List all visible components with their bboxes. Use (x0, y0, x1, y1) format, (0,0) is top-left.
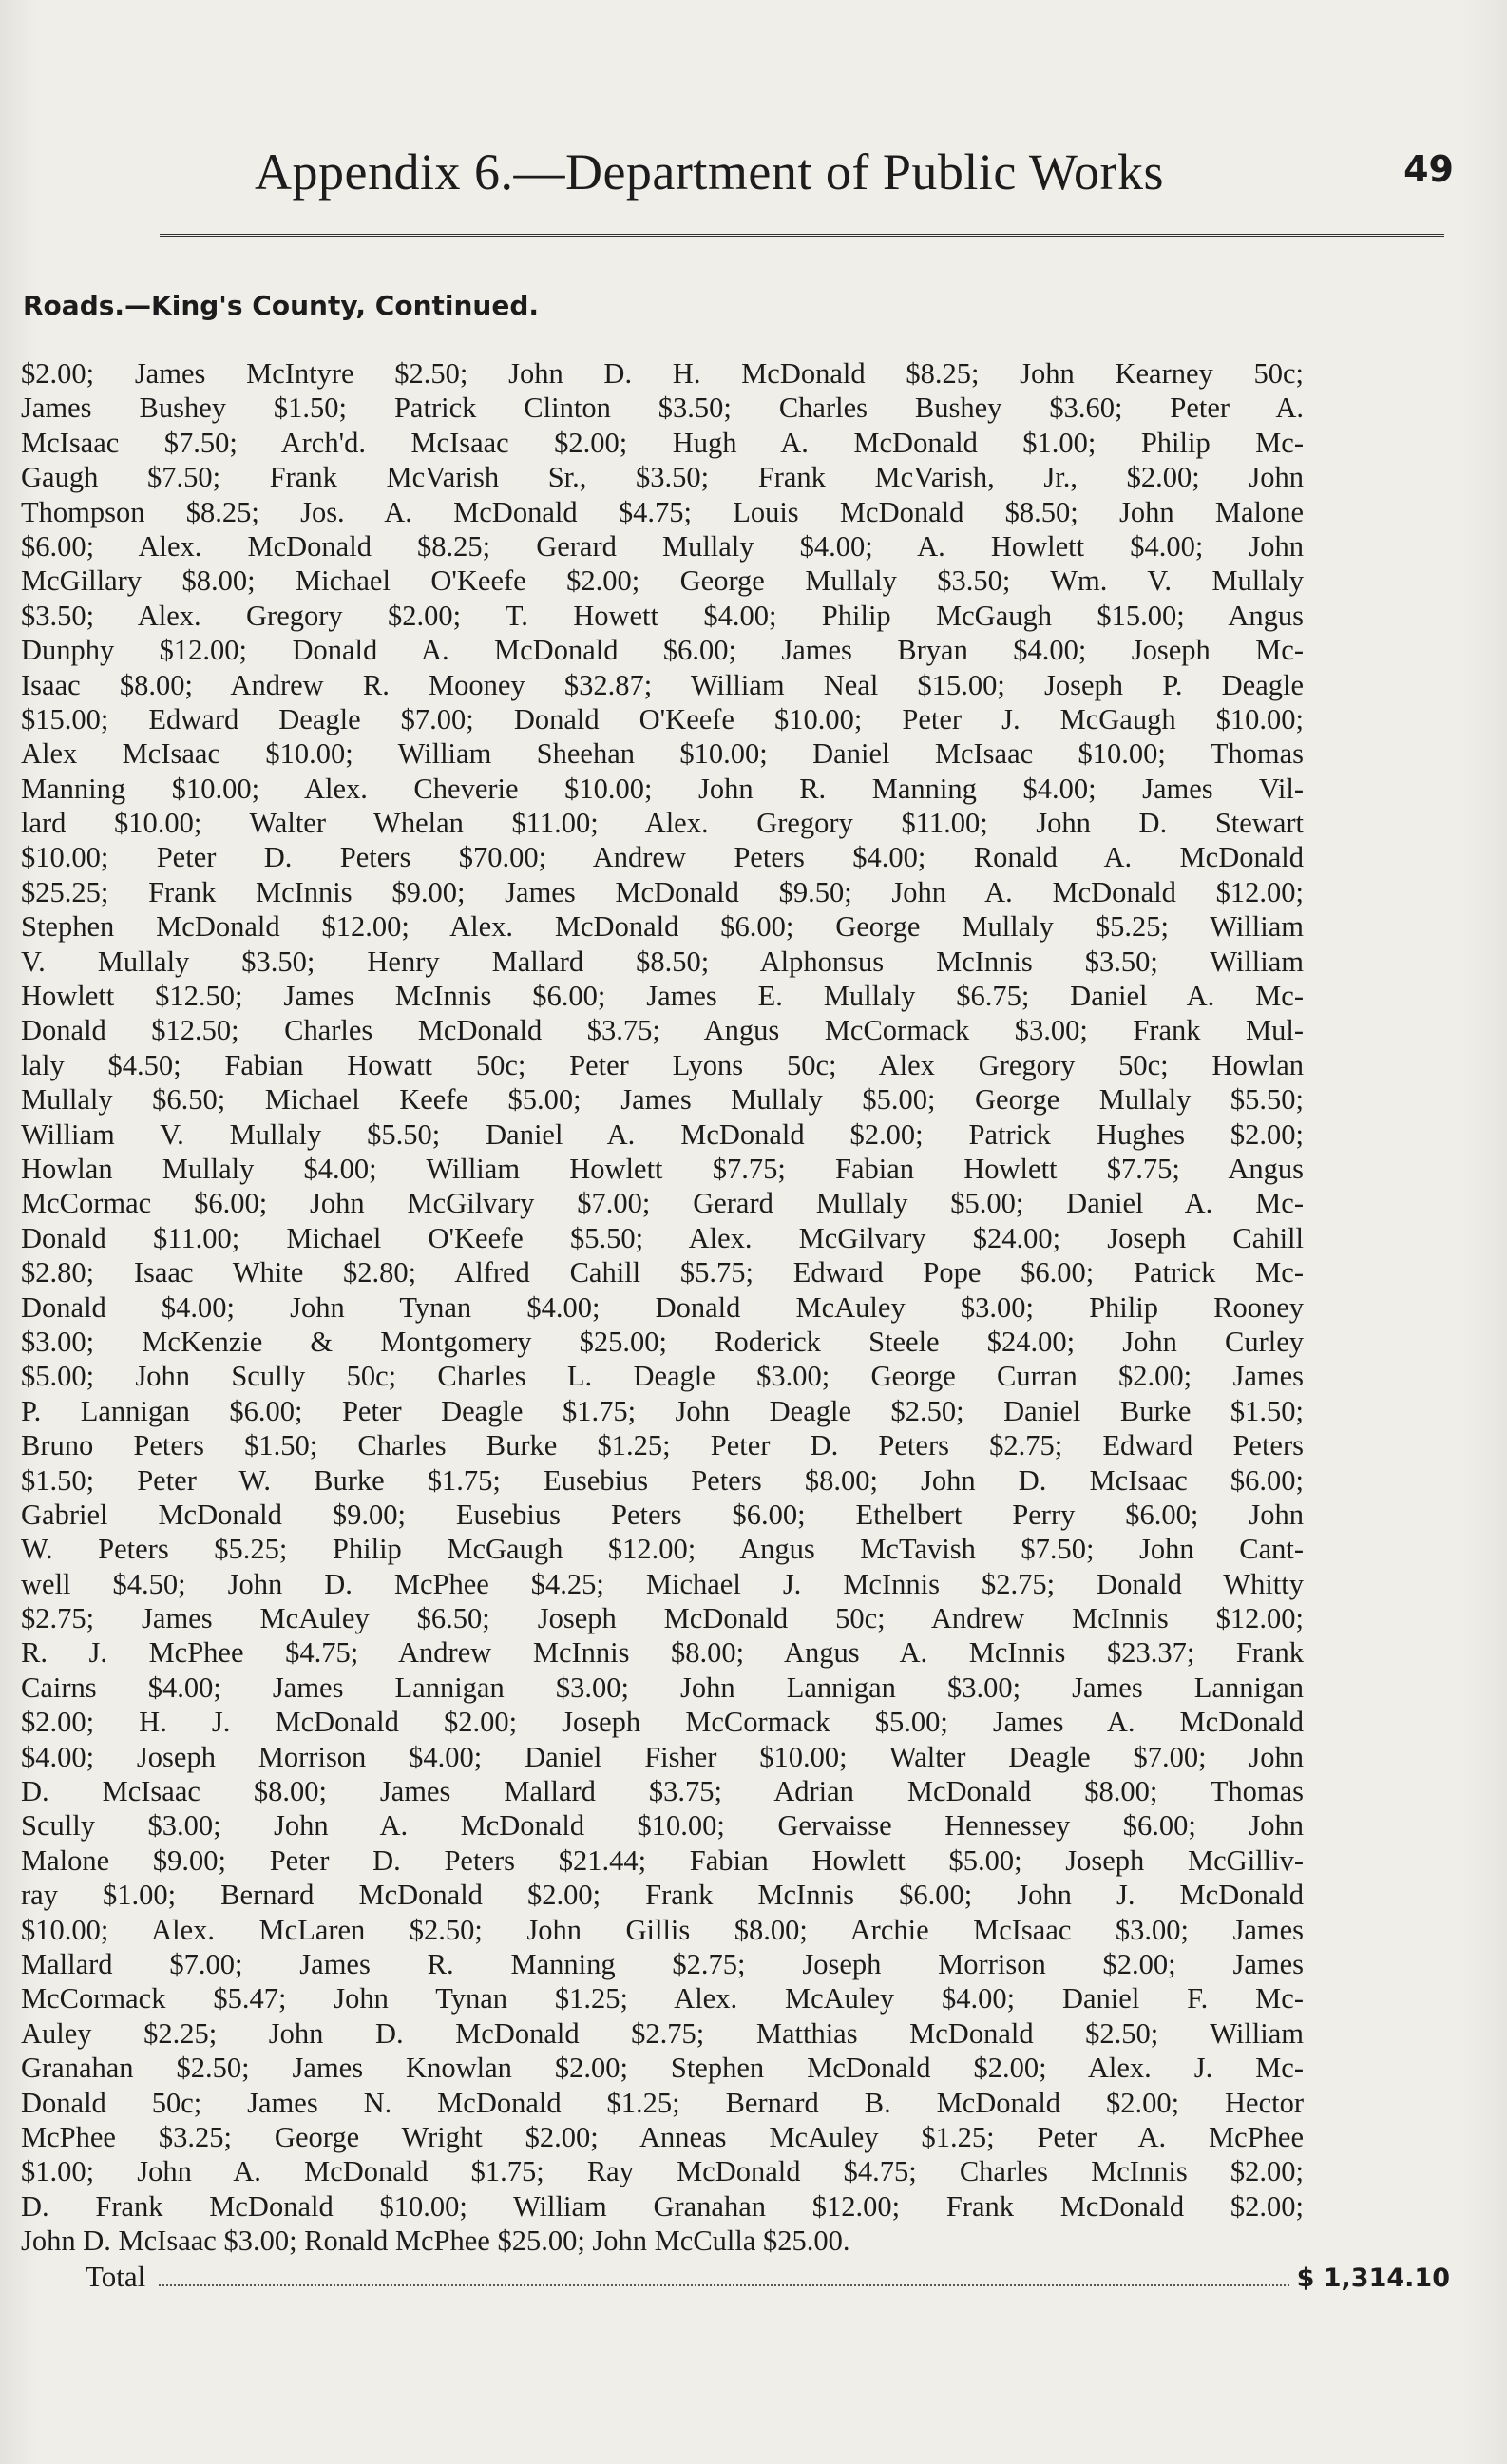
text-line: Cairns $4.00; James Lannigan $3.00; John Lannigan $3.00; James Lannigan (21, 1671, 1304, 1704)
body-text (21, 356, 1304, 2258)
text-line: Auley $2.25; John D. McDonald $2.75; Matthias McDonald $2.50; William (21, 2016, 1304, 2050)
text-line: V. Mullaly $3.50; Henry Mallard $8.50; Alphonsus McInnis $3.50; William (21, 945, 1304, 978)
text-line: John D. McIsaac $3.00; Ronald McPhee $25.00; John McCulla $25.00. (21, 2225, 850, 2258)
text-line: D. McIsaac $8.00; James Mallard $3.75; Adrian McDonald $8.00; Thomas (21, 1775, 1304, 1808)
text-line: Gaugh $7.50; Frank McVarish Sr., $3.50; Frank McVarish, Jr., $2.00; John (21, 461, 1304, 494)
text-line: McCormac $6.00; John McGilvary $7.00; Gerard Mullaly $5.00; Daniel A. Mc- (21, 1187, 1304, 1220)
text-line: Malone $9.00; Peter D. Peters $21.44; Fabian Howlett $5.00; Joseph McGilliv- (21, 1843, 1304, 1877)
text-line: Howlan Mullaly $4.00; William Howlett $7.75; Fabian Howlett $7.75; Angus (21, 1152, 1304, 1185)
text-line: $2.00; H. J. McDonald $2.00; Joseph McCormack $5.00; James A. McDonald (21, 1706, 1304, 1739)
text-line: Stephen McDonald $12.00; Alex. McDonald $6.00; George Mullaly $5.25; William (21, 910, 1304, 944)
text-line: $3.50; Alex. Gregory $2.00; T. Howett $4.00; Philip McGaugh $15.00; Angus (21, 599, 1304, 632)
text-line: $1.00; John A. McDonald $1.75; Ray McDonald $4.75; Charles McInnis $2.00; (21, 2155, 1304, 2188)
text-line: $25.25; Frank McInnis $9.00; James McDonald $9.50; John A. McDonald $12.00; (21, 875, 1304, 908)
text-line: McIsaac $7.50; Arch'd. McIsaac $2.00; Hugh A. McDonald $1.00; Philip Mc- (21, 426, 1304, 459)
header-rule (160, 234, 1444, 237)
text-line: laly $4.50; Fabian Howatt 50c; Peter Lyons 50c; Alex Gregory 50c; Howlan (21, 1048, 1304, 1081)
text-line: Thompson $8.25; Jos. A. McDonald $4.75; Louis McDonald $8.50; John Malone (21, 495, 1304, 528)
text-line: Donald 50c; James N. McDonald $1.25; Bernard B. McDonald $2.00; Hector (21, 2086, 1304, 2119)
text-line: R. J. McPhee $4.75; Andrew McInnis $8.00; Angus A. McInnis $23.37; Frank (21, 1636, 1304, 1670)
text-line: $2.80; Isaac White $2.80; Alfred Cahill $5.75; Edward Pope $6.00; Patrick Mc- (21, 1256, 1304, 1289)
text-line: James Bushey $1.50; Patrick Clinton $3.50; Charles Bushey $3.60; Peter A. (21, 392, 1304, 425)
text-line: Scully $3.00; John A. McDonald $10.00; Gervaisse Hennessey $6.00; John (21, 1809, 1304, 1843)
text-line: $6.00; Alex. McDonald $8.25; Gerard Mullaly $4.00; A. Howlett $4.00; John (21, 529, 1304, 563)
section-heading: Roads.—King's County, Continued. (23, 290, 540, 321)
text-line: D. Frank McDonald $10.00; William Granahan $12.00; Frank McDonald $2.00; (21, 2189, 1304, 2223)
text-line: $2.00; James McIntyre $2.50; John D. H. McDonald $8.25; John Kearney 50c; (21, 357, 1304, 390)
text-line: Dunphy $12.00; Donald A. McDonald $6.00; James Bryan $4.00; Joseph Mc- (21, 634, 1304, 667)
text-line: McPhee $3.25; George Wright $2.00; Anneas McAuley $1.25; Peter A. McPhee (21, 2120, 1304, 2153)
text-line: Donald $4.00; John Tynan $4.00; Donald McAuley $3.00; Philip Rooney (21, 1290, 1304, 1324)
text-line: William V. Mullaly $5.50; Daniel A. McDonald $2.00; Patrick Hughes $2.00; (21, 1117, 1304, 1151)
text-line: $10.00; Alex. McLaren $2.50; John Gillis $8.00; Archie McIsaac $3.00; James (21, 1913, 1304, 1946)
text-line: McGillary $8.00; Michael O'Keefe $2.00; George Mullaly $3.50; Wm. V. Mullaly (21, 564, 1304, 598)
text-line: P. Lannigan $6.00; Peter Deagle $1.75; John Deagle $2.50; Daniel Burke $1.50; (21, 1394, 1304, 1427)
text-line: Donald $12.50; Charles McDonald $3.75; Angus McCormack $3.00; Frank Mul- (21, 1014, 1304, 1047)
text-line: McCormack $5.47; John Tynan $1.25; Alex. McAuley $4.00; Daniel F. Mc- (21, 1982, 1304, 2015)
text-line: $3.00; McKenzie & Montgomery $25.00; Roderick Steele $24.00; John Curley (21, 1325, 1304, 1358)
text-line: Donald $11.00; Michael O'Keefe $5.50; Alex. McGilvary $24.00; Joseph Cahill (21, 1221, 1304, 1254)
text-line: $10.00; Peter D. Peters $70.00; Andrew Peters $4.00; Ronald A. McDonald (21, 841, 1304, 874)
text-line: $2.75; James McAuley $6.50; Joseph McDonald 50c; Andrew McInnis $12.00; (21, 1602, 1304, 1635)
page-number: 49 (1403, 148, 1454, 190)
text-line: Howlett $12.50; James McInnis $6.00; James E. Mullaly $6.75; Daniel A. Mc- (21, 980, 1304, 1013)
total-row (86, 2260, 1450, 2298)
text-line: Manning $10.00; Alex. Cheverie $10.00; John R. Manning $4.00; James Vil- (21, 772, 1304, 805)
total-amount: $ 1,314.10 (1296, 2263, 1450, 2293)
text-line: $1.50; Peter W. Burke $1.75; Eusebius Peters $8.00; John D. McIsaac $6.00; (21, 1463, 1304, 1497)
text-line: well $4.50; John D. McPhee $4.25; Michael J. McInnis $2.75; Donald Whitty (21, 1567, 1304, 1600)
text-line: Granahan $2.50; James Knowlan $2.00; Stephen McDonald $2.00; Alex. J. Mc- (21, 2052, 1304, 2085)
text-line: Bruno Peters $1.50; Charles Burke $1.25; Peter D. Peters $2.75; Edward Peters (21, 1429, 1304, 1462)
text-line: Isaac $8.00; Andrew R. Mooney $32.87; William Neal $15.00; Joseph P. Deagle (21, 668, 1304, 701)
text-line: ray $1.00; Bernard McDonald $2.00; Frank McInnis $6.00; John J. McDonald (21, 1879, 1304, 1912)
text-line: $15.00; Edward Deagle $7.00; Donald O'Keefe $10.00; Peter J. McGaugh $10.00; (21, 702, 1304, 735)
page-title: Appendix 6.—Department of Public Works (255, 143, 1165, 201)
text-line: $5.00; John Scully 50c; Charles L. Deagle $3.00; George Curran $2.00; James (21, 1360, 1304, 1393)
dot-leader (159, 2284, 1288, 2286)
text-line: $4.00; Joseph Morrison $4.00; Daniel Fisher $10.00; Walter Deagle $7.00; John (21, 1740, 1304, 1773)
text-line: Mullaly $6.50; Michael Keefe $5.00; James Mullaly $5.00; George Mullaly $5.50; (21, 1083, 1304, 1117)
text-line: lard $10.00; Walter Whelan $11.00; Alex. Gregory $11.00; John D. Stewart (21, 807, 1304, 840)
text-line: Gabriel McDonald $9.00; Eusebius Peters $6.00; Ethelbert Perry $6.00; John (21, 1498, 1304, 1531)
text-line: W. Peters $5.25; Philip McGaugh $12.00; Angus McTavish $7.50; John Cant- (21, 1533, 1304, 1566)
text-line: Mallard $7.00; James R. Manning $2.75; Joseph Morrison $2.00; James (21, 1947, 1304, 1980)
total-label: Total (86, 2260, 146, 2293)
text-line: Alex McIsaac $10.00; William Sheehan $10.00; Daniel McIsaac $10.00; Thomas (21, 737, 1304, 771)
page-header (255, 143, 1454, 209)
